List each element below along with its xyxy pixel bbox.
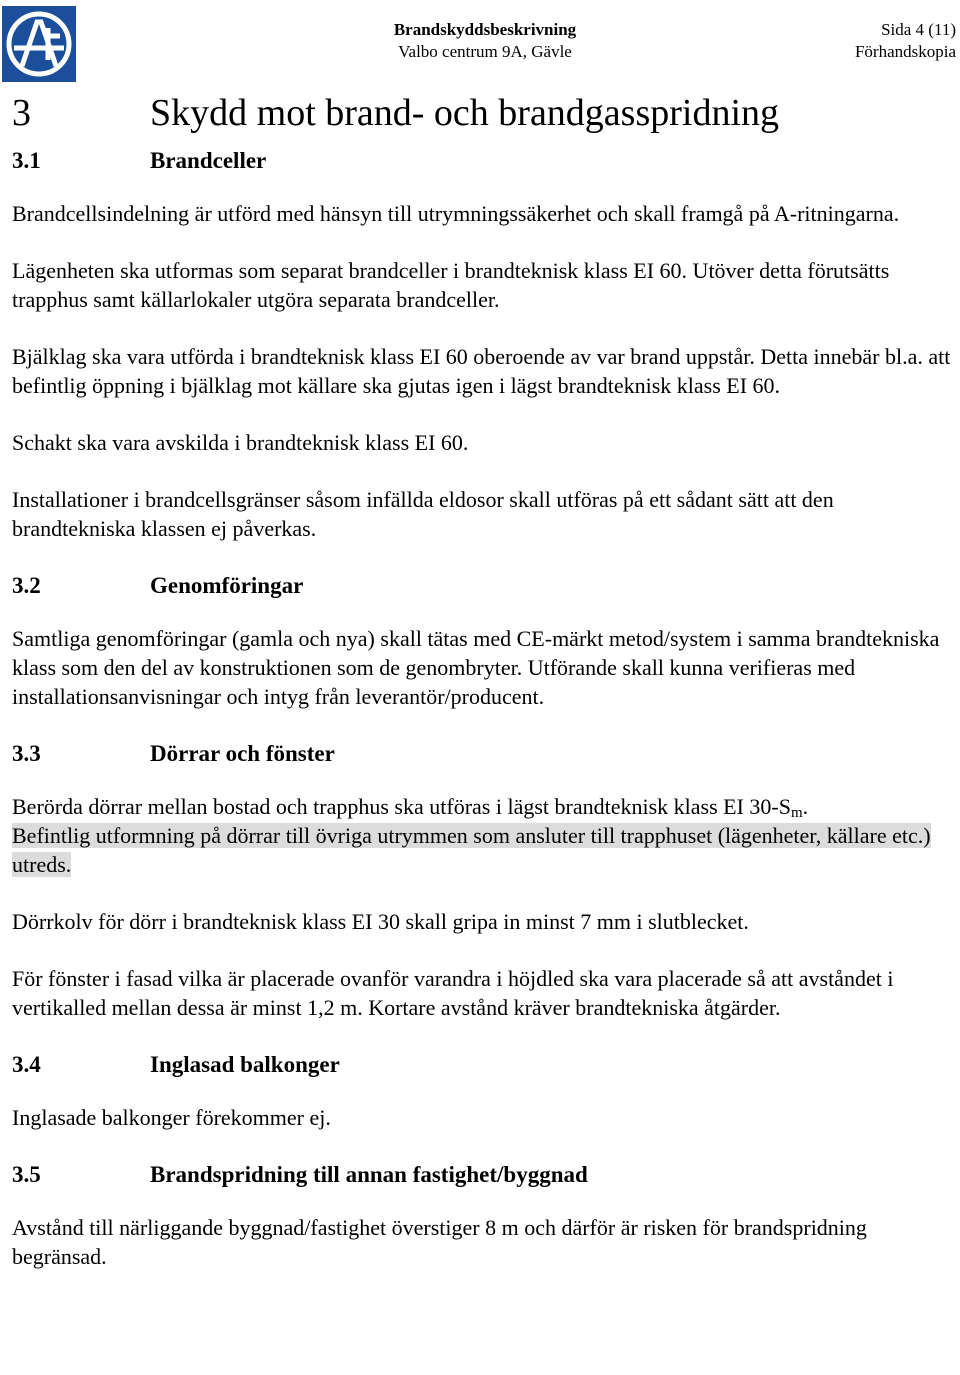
section-title: Inglasad balkonger (150, 1052, 340, 1077)
chapter-heading (12, 90, 956, 138)
section-title: Brandceller (150, 148, 267, 173)
chapter-number: 3 (12, 92, 31, 134)
section-title: Brandspridning till annan fastighet/byggnad (150, 1162, 588, 1187)
section-title: Dörrar och fönster (150, 741, 335, 766)
paragraph: Dörrkolv för dörr i brandteknisk klass EI 30 skall gripa in minst 7 mm i slutblecket. (12, 909, 749, 934)
paragraph: Schakt ska vara avskilda i brandteknisk klass EI 60. (12, 430, 469, 455)
page-info (855, 19, 956, 63)
chapter-title: Skydd mot brand- och brandgasspridning (150, 92, 780, 134)
section-number: 3.2 (12, 573, 41, 598)
subscript: m (790, 805, 803, 821)
section-number: 3.3 (12, 741, 41, 766)
page-number: Sida 4 (11) (881, 20, 956, 39)
paragraph: Avstånd till närliggande byggnad/fastighet överstiger 8 m och därför är risken för brandspridning begränsad. (12, 1215, 867, 1269)
section-heading (12, 1050, 956, 1079)
paragraph: Installationer i brandcellsgränser såsom infällda eldosor skall utföras på ett sådant sätt att den brandtekniska klassen ej påverkas. (12, 487, 834, 541)
section-heading (12, 571, 956, 600)
section-number: 3.5 (12, 1162, 41, 1187)
section-title: Genomföringar (150, 573, 304, 598)
section-heading (12, 739, 956, 768)
paragraph: Samtliga genomföringar (gamla och nya) skall tätas med CE-märkt metod/system i samma brandtekniska klass som den del av konstruktionen som de genombryter. Utförande skall kunna verifieras med installationsanvisningar och intyg från leverantör/producent. (12, 626, 940, 709)
document-status: Förhandskopia (854, 42, 956, 61)
highlighted-text: Befintlig utformning på dörrar till övriga utrymmen som ansluter till trapphuset (lägenheter, källare etc.) utreds. (12, 823, 931, 877)
section-number: 3.4 (12, 1052, 41, 1077)
text-run: . (802, 794, 809, 819)
paragraph: För fönster i fasad vilka är placerade ovanför varandra i höjdled ska vara placerade så att avståndet i vertikalled mellan dessa är minst 1,2 m. Kortare avstånd kräver brandtekniska åtgärder. (12, 966, 894, 1020)
paragraph: Bjälklag ska vara utförda i brandteknisk klass EI 60 oberoende av var brand uppstår. Detta innebär bl.a. att befintlig öppning i bjälklag mot källare ska gjutas igen i lägst brandteknisk klass EI 60. (12, 344, 951, 398)
company-logo (2, 6, 76, 82)
document-title: Brandskyddsbeskrivning (393, 20, 577, 39)
paragraph: Inglasade balkonger förekommer ej. (12, 1105, 331, 1130)
section-heading (12, 1160, 956, 1189)
section-number: 3.1 (12, 148, 41, 173)
document-body (12, 90, 956, 1299)
section-heading (12, 146, 956, 175)
paragraph (12, 792, 956, 879)
paragraph: Brandcellsindelning är utförd med hänsyn till utrymningssäkerhet och skall framgå på A-ritningarna. (12, 201, 900, 226)
text-run: Berörda dörrar mellan bostad och trapphus ska utföras i lägst brandteknisk klass EI 30-S (12, 794, 791, 819)
project-address: Valbo centrum 9A, Gävle (398, 42, 572, 61)
document-header (320, 19, 650, 63)
paragraph: Lägenheten ska utformas som separat brandceller i brandteknisk klass EI 60. Utöver detta förutsätts trapphus samt källarlokaler utgöra separata brandceller. (12, 258, 890, 312)
